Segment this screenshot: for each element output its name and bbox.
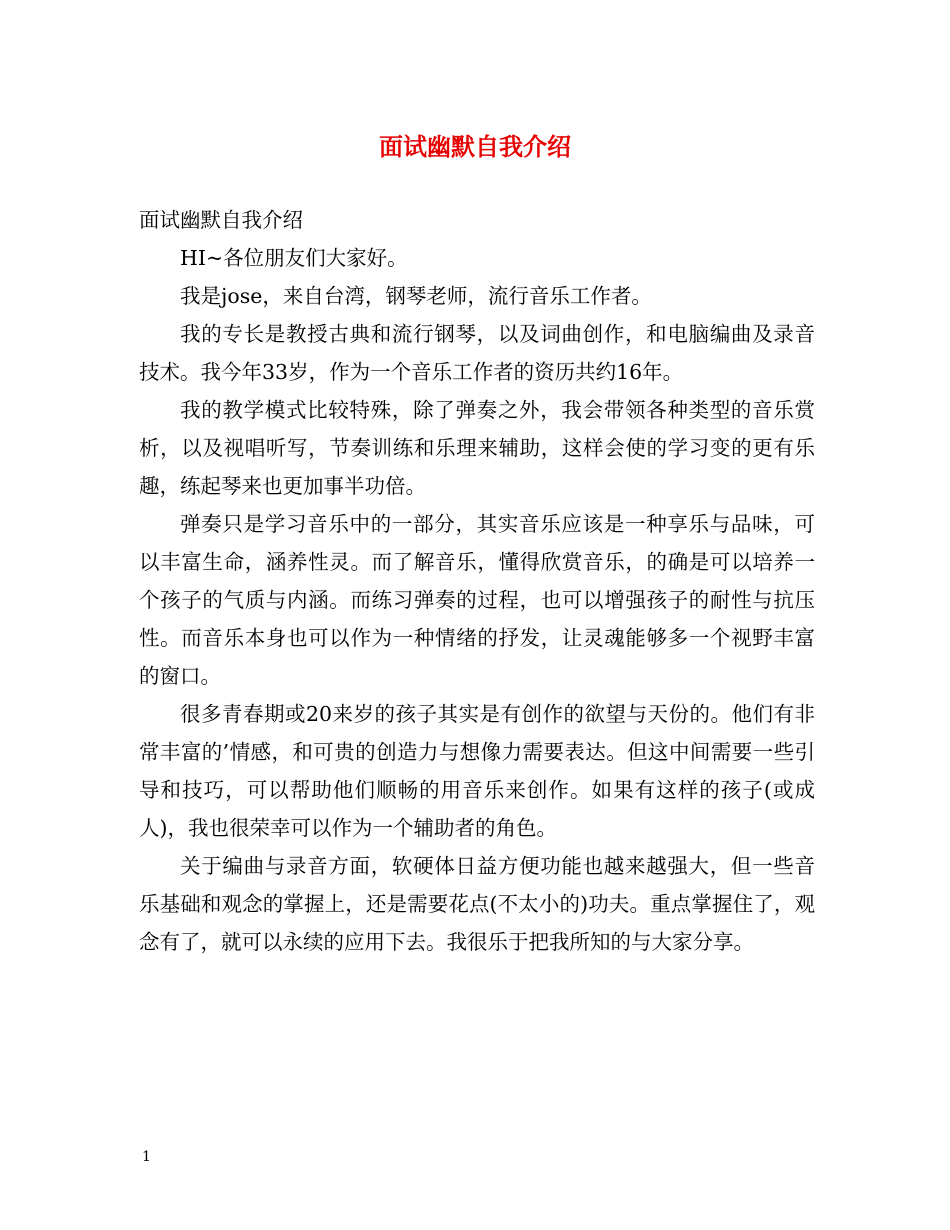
- paragraph: 我的专长是教授古典和流行钢琴，以及词曲创作，和电脑编曲及录音技术。我今年33岁，作为一个音乐工作者的资历共约16年。: [139, 322, 815, 384]
- body-heading-line: 面试幽默自我介绍: [139, 208, 303, 232]
- paragraph: 我是jose，来自台湾，钢琴老师，流行音乐工作者。: [180, 284, 652, 308]
- paragraph: HI~各位朋友们大家好。: [180, 246, 408, 270]
- document-body: [139, 201, 815, 961]
- paragraph: 弹奏只是学习音乐中的一部分，其实音乐应该是一种享乐与品味，可以丰富生命，涵养性灵。而了解音乐，懂得欣赏音乐，的确是可以培养一个孩子的气质与内涵。而练习弹奏的过程，也可以增强孩子的耐性与抗压性。而音乐本身也可以作为一种情绪的抒发，让灵魂能够多一个视野丰富的窗口。: [139, 512, 815, 688]
- document-title: 面试幽默自我介绍: [379, 132, 571, 161]
- paragraph: 很多青春期或20来岁的孩子其实是有创作的欲望与天份的。他们有非常丰富的’情感，和可贵的创造力与想像力需要表达。但这中间需要一些引导和技巧，可以帮助他们顺畅的用音乐来创作。如果有这样的孩子(或成人)，我也很荣幸可以作为一个辅助者的角色。: [139, 702, 815, 840]
- paragraph: 我的教学模式比较特殊，除了弹奏之外，我会带领各种类型的音乐赏析，以及视唱听写，节奏训练和乐理来辅助，这样会使的学习变的更有乐趣，练起琴来也更加事半功倍。: [139, 398, 815, 498]
- paragraph: 关于编曲与录音方面，软硬体日益方便功能也越来越强大，但一些音乐基础和观念的掌握上，还是需要花点(不太小的)功夫。重点掌握住了，观念有了，就可以永续的应用下去。我很乐于把我所知的与大家分享。: [139, 854, 815, 954]
- page-number: 1: [142, 1149, 151, 1165]
